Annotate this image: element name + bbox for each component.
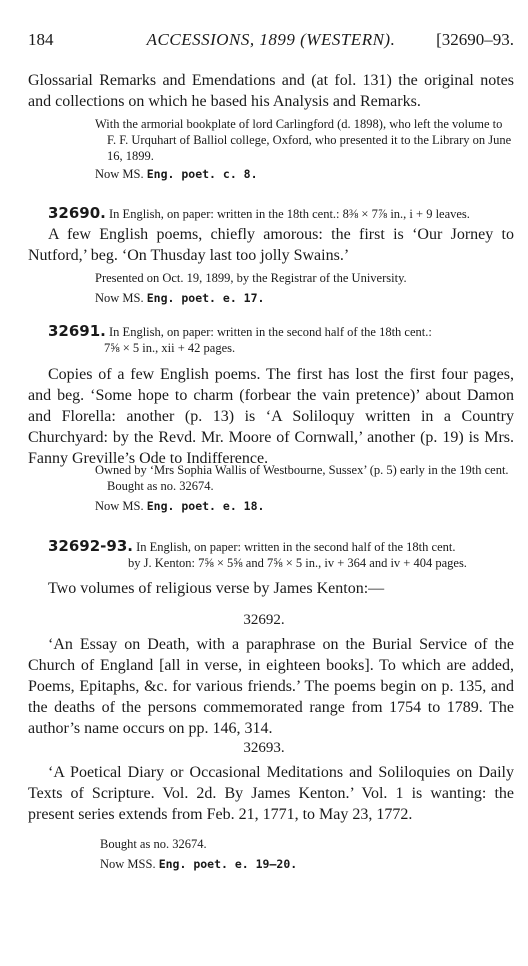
closing-note-block — [0, 836, 528, 852]
volume-32692-heading-block — [0, 612, 528, 629]
entry-32691 — [0, 323, 528, 356]
page-header — [28, 30, 514, 52]
entry-number: 32690. — [48, 204, 106, 222]
entry-number: 32692-93. — [48, 537, 133, 555]
entry-32692-93-text-block — [0, 578, 528, 599]
entry-32692-93 — [0, 538, 528, 571]
running-title: ACCESSIONS, 1899 (WESTERN). — [146, 30, 396, 49]
closing-ms-block — [0, 856, 528, 872]
entry-shelfmark: Now MS. Eng. poet. e. 18. — [95, 499, 265, 513]
entry-text: Copies of a few English poems. The first has lost the first four pages, and beg. ‘Some hope to charm (forbear the vain pretence)’ about Damon and Florella: another (p. 13) is ‘A Soliloquy written in a Country Churchyard: by the Revd. Mr. Moore of Cornwall,’ another (p. 19) is Mrs. Fanny Greville’s Ode to Indifference. — [28, 366, 514, 467]
volume-32693-text-block — [0, 762, 528, 825]
intro-note: With the armorial bookplate of lord Carlingford (d. 1898), who left the volume to F. F. Urquhart of Balliol college, Oxford, who presented it to the Library on June 16, 1899. — [95, 117, 512, 163]
intro-shelfmark: Now MS. Eng. poet. c. 8. — [95, 167, 258, 181]
volume-32692-text-block — [0, 634, 528, 739]
entry-description: In English, on paper: written in the second half of the 18th cent.: — [109, 325, 432, 339]
closing-shelfmark: Now MSS. Eng. poet. e. 19–20. — [100, 857, 298, 871]
entry-32690-ms-block — [0, 290, 528, 306]
entry-range: [32690–93. — [436, 30, 514, 49]
entry-shelfmark: Now MS. Eng. poet. e. 17. — [95, 291, 265, 305]
entry-description: In English, on paper: written in the 18th cent.: 8⅜ × 7⅞ in., i + 9 leaves. — [109, 207, 470, 221]
entry-32690-text-block — [0, 224, 528, 266]
entry-description: In English, on paper: written in the second half of the 18th cent. — [136, 540, 456, 554]
volume-text: ‘A Poetical Diary or Occasional Meditations and Soliloquies on Daily Texts of Scripture. Vol. 2d. By James Kenton.’ Vol. 1 is wanting: the present series extends from Feb. 21, 1771, to May 23, 1772. — [28, 764, 514, 823]
page-number: 184 — [28, 30, 54, 49]
volume-text: ‘An Essay on Death, with a paraphrase on the Burial Service of the Church of England [all in verse, in eighteen books]. To which are added, Poems, Epitaphs, &c. for various friends.’ The poems begin on p. 135, and the deaths of the persons commemorated range from 1754 to 1789. The author’s name occurs on pp. 146, 314. — [28, 636, 514, 737]
intro-note-block — [0, 116, 528, 164]
entry-32691-ms-block — [0, 498, 528, 514]
entry-32690-note-block — [0, 270, 528, 286]
volume-number: 32693. — [243, 740, 285, 756]
entry-note: Presented on Oct. 19, 1899, by the Registrar of the University. — [95, 271, 407, 285]
entry-note: Owned by ‘Mrs Sophia Wallis of Westbourne, Sussex’ (p. 5) early in the 19th cent. Bought as no. 32674. — [95, 463, 509, 493]
closing-note: Bought as no. 32674. — [100, 837, 207, 851]
entry-description-cont: by J. Kenton: 7⅝ × 5⅝ and 7⅝ × 5 in., iv + 364 and iv + 404 pages. — [128, 556, 467, 570]
volume-number: 32692. — [243, 612, 285, 628]
entry-32691-note-block — [0, 462, 528, 494]
entry-text: A few English poems, chiefly amorous: the first is ‘Our Jorney to Nutford,’ beg. ‘On Thusday last too jolly Swains.’ — [28, 226, 514, 264]
entry-32691-text-block — [0, 364, 528, 469]
entry-description-cont: 7⅝ × 5 in., xii + 42 pages. — [104, 341, 236, 355]
intro-ms-block — [0, 166, 528, 182]
volume-32693-heading-block — [0, 740, 528, 757]
intro-text: Glossarial Remarks and Emendations and (at fol. 131) the original notes and collections on which he based his Analysis and Remarks. — [28, 72, 514, 110]
entry-text: Two volumes of religious verse by James Kenton:— — [48, 580, 385, 597]
entry-32690 — [0, 205, 528, 222]
intro-section — [0, 70, 528, 112]
entry-number: 32691. — [48, 322, 106, 340]
